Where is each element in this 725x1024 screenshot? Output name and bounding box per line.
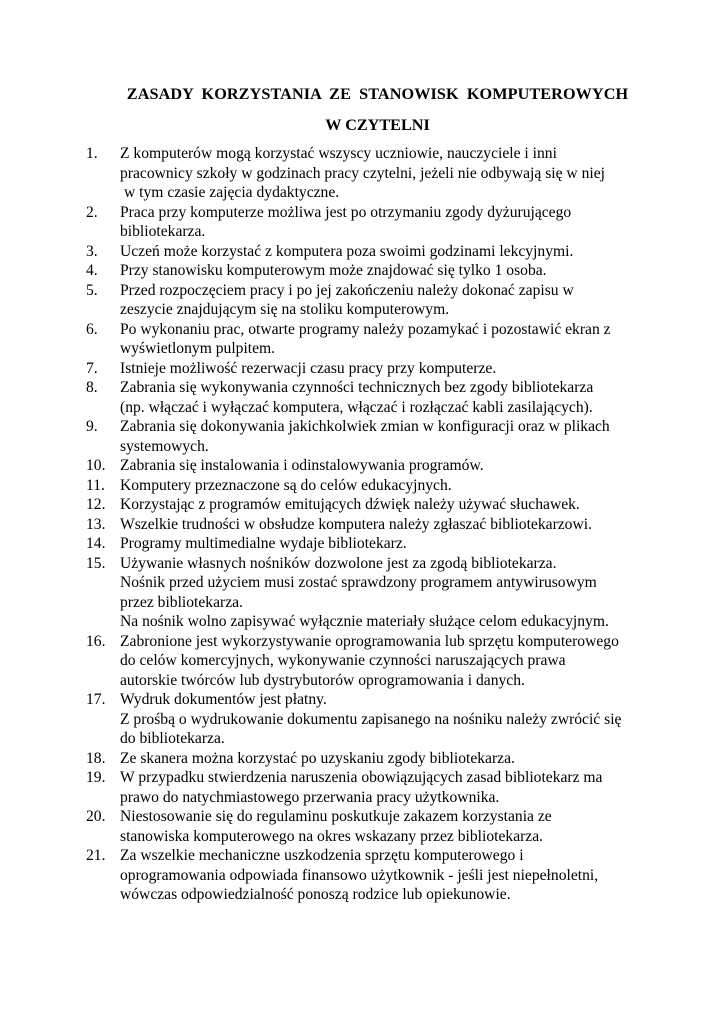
rule-text-line: w tym czasie zajęcia dydaktyczne. (124, 184, 340, 201)
rule-item (0, 378, 680, 417)
rule-text-line: Korzystając z programów emitujących dźwięk należy używać słuchawek. (120, 496, 580, 513)
document-title: ZASADY KORZYSTANIA ZE STANOWISK KOMPUTEROWYCH (126, 85, 629, 103)
rule-text-line: bibliotekarza. (120, 223, 206, 240)
rule-number: 21. (86, 847, 106, 864)
rule-text-line: Wydruk dokumentów jest płatny. (120, 691, 327, 708)
rule-number: 14. (86, 535, 106, 552)
rule-text-line: Nośnik przed użyciem musi zostać sprawdzony programem antywirusowym (120, 574, 597, 591)
rule-item (0, 203, 680, 242)
rule-number: 2. (86, 203, 98, 221)
rule-text-line: Ze skanera można korzystać po uzyskaniu zgody bibliotekarza. (120, 749, 515, 767)
rule-text-line: do bibliotekarza. (120, 730, 225, 747)
rule-number: 7. (86, 359, 98, 377)
rule-text-line: Używanie własnych nośników dozwolone jest za zgodą bibliotekarza. (120, 554, 557, 572)
rule-item (0, 320, 680, 359)
rule-text-line: Istnieje możliwość rezerwacji czasu pracy przy komputerze. (120, 359, 497, 377)
rule-item (0, 456, 680, 476)
rule-item (0, 768, 680, 807)
rule-number: 15. (86, 554, 106, 572)
rule-text-line: Zabrania się instalowania i odinstalowywania programów. (120, 457, 484, 474)
rule-number: 8. (86, 379, 98, 396)
rule-text-line: W przypadku stwierdzenia naruszenia obowiązujących zasad bibliotekarz ma (120, 769, 603, 786)
rule-number: 19. (86, 769, 106, 786)
rule-text-line: Uczeń może korzystać z komputera poza swoimi godzinami lekcyjnymi. (120, 242, 574, 260)
rule-text-line: Po wykonaniu prac, otwarte programy należy pozamykać i pozostawić ekran z (120, 320, 611, 338)
rule-text-line: stanowiska komputerowego na okres wskazany przez bibliotekarza. (120, 827, 544, 845)
rule-number: 20. (86, 808, 106, 825)
rule-number: 10. (86, 457, 106, 474)
rule-text-line: Praca przy komputerze możliwa jest po otrzymaniu zgody dyżurującego (120, 203, 572, 221)
rule-text-line: Zabrania się dokonywania jakichkolwiek zmian w konfiguracji oraz w plikach (120, 418, 610, 435)
rule-text-line: zeszycie znajdującym się na stoliku komputerowym. (120, 301, 450, 318)
rule-text-line: przez bibliotekarza. (120, 593, 243, 611)
rule-number: 13. (86, 515, 106, 533)
rule-item (0, 632, 680, 691)
rule-text-line: Programy multimedialne wydaje bibliotekarz. (120, 535, 407, 552)
rule-item (0, 242, 680, 262)
rule-text-line: systemowych. (120, 437, 209, 455)
rule-item (0, 846, 680, 905)
rule-text-line: oprogramowania odpowiada finansowo użytkownik - jeśli jest niepełnoletni, (120, 866, 599, 884)
rule-text-line: autorskie twórców lub dystrybutorów oprogramowania i danych. (120, 671, 525, 689)
rule-text-line: Przy stanowisku komputerowym może znajdować się tylko 1 osoba. (120, 262, 547, 279)
rule-text-line: Zabrania się wykonywania czynności technicznych bez zgody bibliotekarza (120, 379, 594, 396)
rule-item (0, 807, 680, 846)
rule-item (0, 281, 680, 320)
rule-number: 5. (86, 281, 98, 299)
rule-text-line: Wszelkie trudności w obsłudze komputera należy zgłaszać bibliotekarzowi. (120, 515, 592, 533)
rule-text-line: Przed rozpoczęciem pracy i po jej zakończeniu należy dokonać zapisu w (120, 281, 574, 299)
rule-number: 6. (86, 320, 98, 338)
rule-text-line: Zabronione jest wykorzystywanie oprogramowania lub sprzętu komputerowego (120, 632, 619, 650)
document-subtitle: W CZYTELNI (325, 116, 430, 134)
rule-item (0, 534, 680, 554)
rule-number: 9. (86, 418, 98, 435)
rule-item (0, 261, 680, 281)
rule-item (0, 690, 680, 749)
rule-item (0, 495, 680, 515)
rule-text-line: Z prośbą o wydrukowanie dokumentu zapisanego na nośniku należy zwrócić się (120, 710, 622, 728)
rule-number: 16. (86, 632, 106, 650)
rules-list (0, 144, 725, 905)
rule-text-line: Za wszelkie mechaniczne uszkodzenia sprzętu komputerowego i (120, 847, 524, 864)
rule-number: 3. (86, 242, 98, 260)
rule-item (0, 749, 680, 769)
rule-item (0, 417, 680, 456)
rule-text-line: wówczas odpowiedzialność ponoszą rodzice lub opiekunowie. (120, 886, 511, 903)
rule-text-line: prawo do natychmiastowego przerwania pracy użytkownika. (120, 788, 500, 806)
rule-text-line: do celów komercyjnych, wykonywanie czynności naruszających prawa (120, 652, 566, 669)
rule-item (0, 476, 680, 496)
rule-text-line: wyświetlonym pulpitem. (120, 340, 276, 357)
rule-text-line: Komputery przeznaczone są do celów edukacyjnych. (120, 476, 452, 494)
rule-number: 17. (86, 691, 106, 708)
rule-item (0, 554, 680, 632)
rule-text-line: pracownicy szkoły w godzinach pracy czytelni, jeżeli nie odbywają się w niej (120, 164, 605, 182)
rule-item (0, 359, 680, 379)
rule-number: 11. (86, 476, 105, 494)
rule-text-line: Niestosowanie się do regulaminu poskutkuje zakazem korzystania ze (120, 808, 552, 825)
rule-number: 12. (86, 496, 106, 513)
rule-text-line: Na nośnik wolno zapisywać wyłącznie materiały służące celom edukacyjnym. (120, 613, 609, 630)
rule-text-line: (np. włączać i wyłączać komputera, włączać i rozłączać kabli zasilających). (120, 398, 593, 416)
rule-item (0, 144, 680, 203)
rule-number: 18. (86, 749, 106, 767)
rule-number: 1. (86, 145, 98, 162)
rule-item (0, 515, 680, 535)
rule-text-line: Z komputerów mogą korzystać wszyscy uczniowie, nauczyciele i inni (120, 145, 557, 162)
rule-number: 4. (86, 262, 98, 279)
